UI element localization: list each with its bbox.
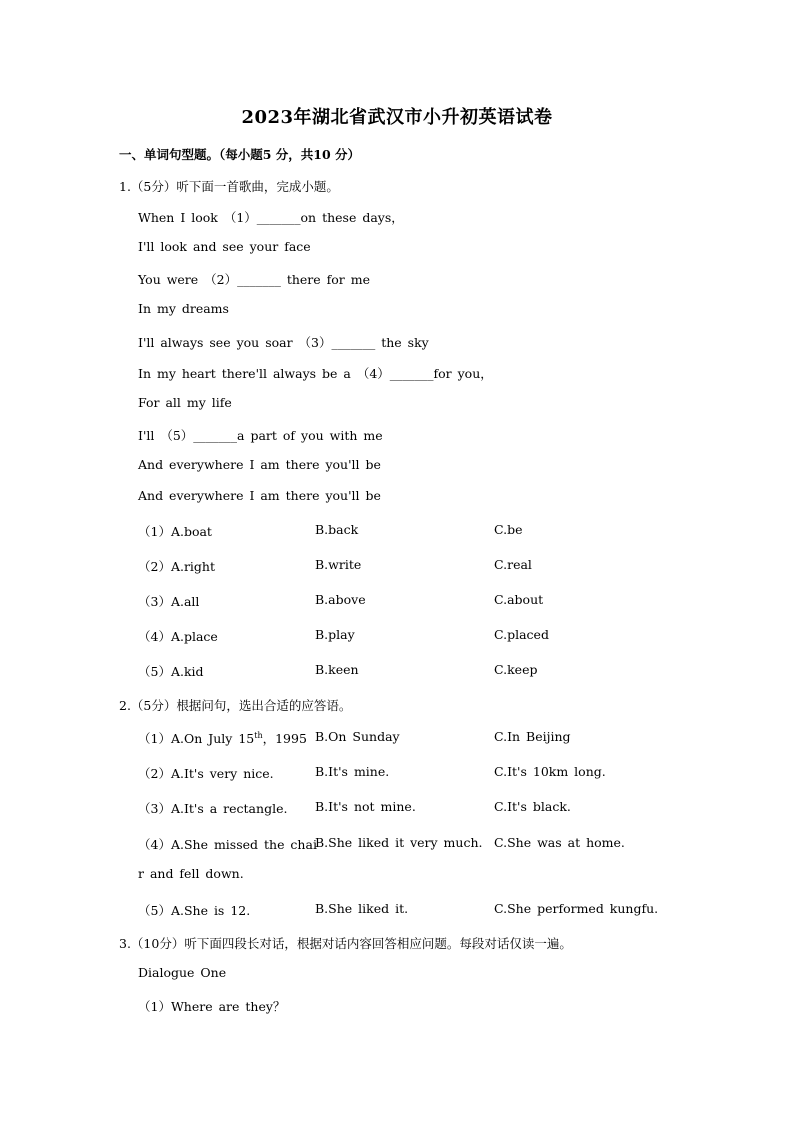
option-row bbox=[138, 662, 698, 680]
option-b: B.It's mine. bbox=[315, 764, 390, 779]
option-row bbox=[138, 799, 698, 817]
lyric-line: For all my life bbox=[138, 395, 232, 410]
option-a: （5）A.She is 12. bbox=[138, 903, 251, 918]
option-wrap-line: r and fell down. bbox=[138, 866, 244, 881]
lyric-line: I'll （5）_______a part of you with me bbox=[138, 428, 383, 443]
option-row bbox=[138, 557, 698, 575]
page-title: 2023年湖北省武汉市小升初英语试卷 bbox=[241, 107, 553, 128]
question-3-stem: 3.（10分）听下面四段长对话，根据对话内容回答相应问题。每段对话仅读一遍。 bbox=[119, 936, 572, 951]
option-row bbox=[138, 729, 698, 747]
option-b: B.back bbox=[315, 522, 359, 537]
option-c: C.It's 10km long. bbox=[494, 764, 606, 779]
option-c: C.It's black. bbox=[494, 799, 571, 814]
option-b: B.She liked it very much. bbox=[315, 835, 483, 850]
option-b: B.She liked it. bbox=[315, 901, 409, 916]
sub-question: （1）Where are they？ bbox=[138, 999, 286, 1014]
option-b: B.It's not mine. bbox=[315, 799, 416, 814]
option-a: （4）A.She missed the chai bbox=[138, 837, 317, 852]
option-c: C.keep bbox=[494, 662, 538, 677]
option-c: C.about bbox=[494, 592, 544, 607]
option-a bbox=[138, 729, 307, 747]
lyric-line: I'll look and see your face bbox=[138, 239, 311, 254]
lyric-line: When I look （1）_______on these days， bbox=[138, 210, 404, 225]
option-a: （2）A.right bbox=[138, 559, 216, 574]
ordinal-suffix: th bbox=[254, 731, 263, 740]
option-b: B.play bbox=[315, 627, 355, 642]
option-a: （3）A.all bbox=[138, 594, 200, 609]
option-c: C.In Beijing bbox=[494, 729, 571, 744]
option-c: C.be bbox=[494, 522, 523, 537]
option-a: （2）A.It's very nice. bbox=[138, 766, 274, 781]
lyric-line: In my dreams bbox=[138, 301, 229, 316]
option-row bbox=[138, 901, 698, 919]
section-heading: 一、单词句型题。（每小题5 分，共10 分） bbox=[119, 147, 361, 162]
option-row bbox=[138, 764, 698, 782]
option-a: （3）A.It's a rectangle. bbox=[138, 801, 288, 816]
lyric-line: In my heart there'll always be a （4）_______for you， bbox=[138, 366, 493, 381]
option-row bbox=[138, 627, 698, 645]
question-1-stem: 1.（5分）听下面一首歌曲，完成小题。 bbox=[119, 179, 339, 194]
option-row bbox=[138, 592, 698, 610]
lyric-line: And everywhere I am there you'll be bbox=[138, 488, 381, 503]
option-a: （4）A.place bbox=[138, 629, 218, 644]
option-c: C.She performed kungfu. bbox=[494, 901, 659, 916]
dialogue-label: Dialogue One bbox=[138, 965, 227, 980]
lyric-line: You were （2）_______ there for me bbox=[138, 272, 371, 287]
option-b: B.keen bbox=[315, 662, 359, 677]
option-c: C.She was at home. bbox=[494, 835, 625, 850]
option-b: B.above bbox=[315, 592, 366, 607]
option-b: B.write bbox=[315, 557, 362, 572]
option-b: B.On Sunday bbox=[315, 729, 400, 744]
option-a-year: ，1995 bbox=[262, 731, 307, 746]
option-c: C.real bbox=[494, 557, 532, 572]
lyric-line: I'll always see you soar （3）_______ the sky bbox=[138, 335, 429, 350]
option-a: （5）A.kid bbox=[138, 664, 204, 679]
option-a: （1）A.boat bbox=[138, 524, 212, 539]
option-row bbox=[138, 522, 698, 540]
question-2-stem: 2.（5分）根据问句，选出合适的应答语。 bbox=[119, 698, 352, 713]
lyric-line: And everywhere I am there you'll be bbox=[138, 457, 381, 472]
option-row bbox=[138, 835, 698, 853]
option-c: C.placed bbox=[494, 627, 549, 642]
option-a-text: （1）A.On July 15 bbox=[138, 731, 255, 746]
